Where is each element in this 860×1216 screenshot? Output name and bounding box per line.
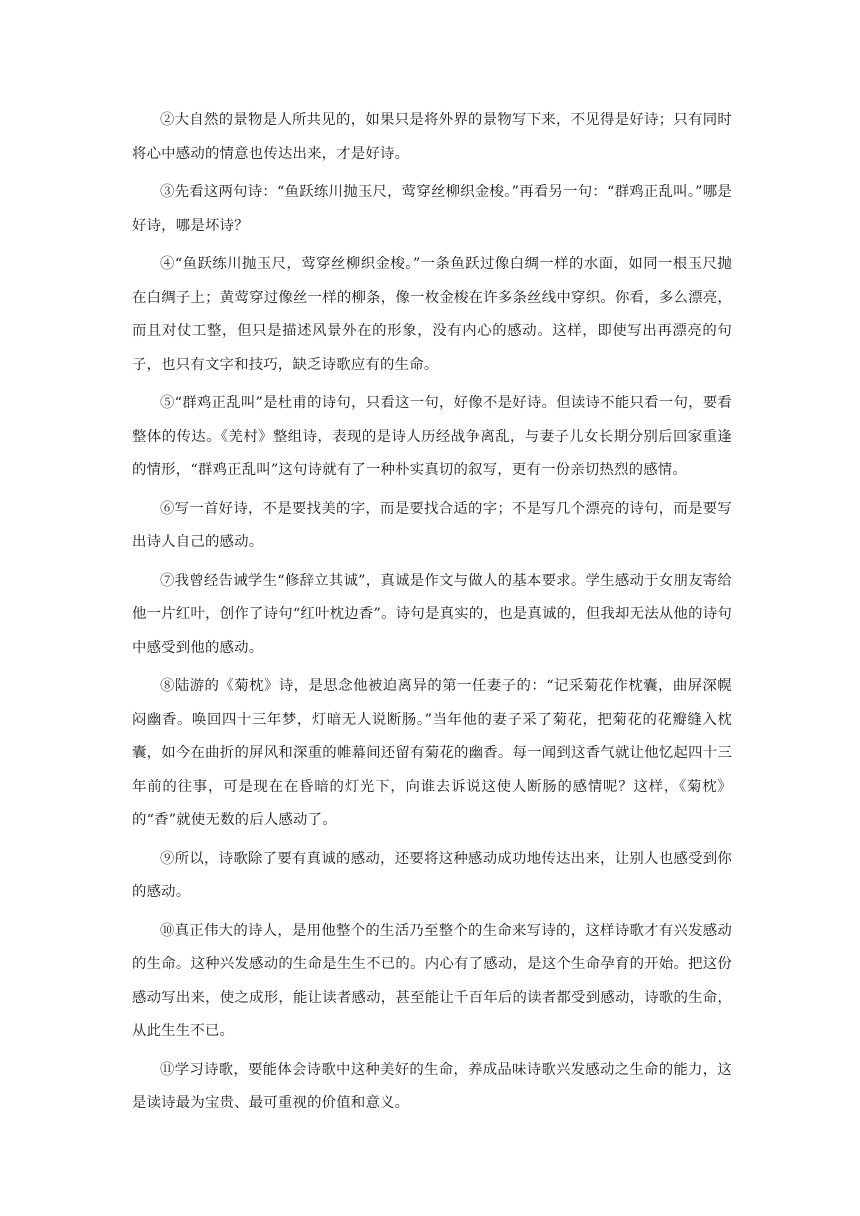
paragraph-10: ⑩真正伟大的诗人，是用他整个的生活乃至整个的生命来写诗的，这样诗歌才有兴发感动的生命。这种兴发感动的生命是生生不已的。内心有了感动，是这个生命孕育的开始。把这份感动写出来，使之成形，能让读者感动，甚至能让千百年后的读者都受到感动，诗歌的生命，从此生生不已。 <box>132 922 732 1039</box>
paragraph-3: ③先看这两句诗：“鱼跃练川抛玉尺，莺穿丝柳织金梭。”再看另一句：“群鸡正乱叫。”哪是好诗，哪是坏诗？ <box>132 184 732 234</box>
paragraph-6: ⑥写一首好诗，不是要找美的字，而是要找合适的字；不是写几个漂亮的诗句，而是要写出诗人自己的感动。 <box>132 500 732 550</box>
paragraph-9: ⑨所以，诗歌除了要有真诚的感动，还要将这种感动成功地传达出来，让别人也感受到你的感动。 <box>132 850 732 900</box>
paragraph-5: ⑤“群鸡正乱叫”是杜甫的诗句，只看这一句，好像不是好诗。但读诗不能只看一句，要看整体的传达。《羌村》整组诗，表现的是诗人历经战争离乱，与妻子儿女长期分别后回家重逢的情形，“群鸡正乱叫”这句诗就有了一种朴实真切的叙写，更有一份亲切热烈的感情。 <box>132 395 732 478</box>
paragraph-7: ⑦我曾经告诫学生“修辞立其诚”，真诚是作文与做人的基本要求。学生感动于女朋友寄给他一片红叶，创作了诗句“红叶枕边香”。诗句是真实的，也是真诚的，但我却无法从他的诗句中感受到他的感动。 <box>132 572 732 656</box>
paragraph-11: ⑪学习诗歌，要能体会诗歌中这种美好的生命，养成品味诗歌兴发感动之生命的能力，这是读诗最为宝贵、最可重视的价值和意义。 <box>132 1061 732 1111</box>
paragraph-8: ⑧陆游的《菊枕》诗，是思念他被迫离异的第一任妻子的：“记采菊花作枕囊，曲屏深幌闷幽香。唤回四十三年梦，灯暗无人说断肠。”当年他的妻子采了菊花，把菊花的花瓣缝入枕囊，如今在曲折的屏风和深重的帷幕间还留有菊花的幽香。每一闻到这香气就让他忆起四十三年前的往事，可是现在在昏暗的灯光下，向谁去诉说这使人断肠的感情呢？这样，《菊枕》的“香”就使无数的后人感动了。 <box>132 678 732 828</box>
paragraph-2: ②大自然的景物是人所共见的，如果只是将外界的景物写下来，不见得是好诗；只有同时将心中感动的情意也传达出来，才是好诗。 <box>132 112 732 162</box>
article-body <box>132 104 732 1126</box>
paragraph-4: ④“鱼跃练川抛玉尺，莺穿丝柳织金梭。”一条鱼跃过像白绸一样的水面，如同一根玉尺抛在白绸子上；黄莺穿过像丝一样的柳条，像一枚金梭在许多条丝线中穿织。你看，多么漂亮，而且对仗工整，但只是描述风景外在的形象，没有内心的感动。这样，即使写出再漂亮的句子，也只有文字和技巧，缺乏诗歌应有的生命。 <box>132 256 732 373</box>
